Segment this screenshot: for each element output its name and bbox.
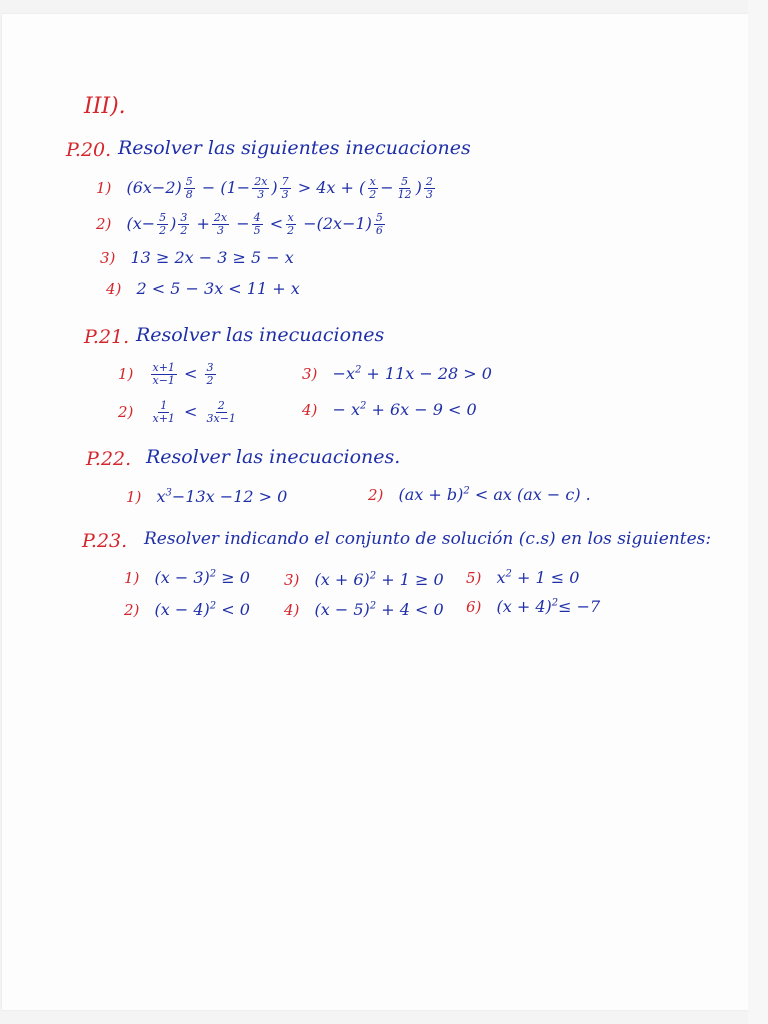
p21-item-2 [118, 400, 240, 424]
item-number: 3) [302, 365, 318, 383]
item-number: 2) [118, 402, 134, 421]
expression: − $x^2 + 6x - 9 < 0$ [332, 400, 477, 419]
paper-sheet [2, 14, 748, 1010]
p21-item-3 [302, 364, 492, 383]
p20-item-4 [106, 279, 300, 298]
item-number: 2) [96, 214, 112, 233]
item-number: 4) [284, 601, 300, 619]
expression: $\frac{1}{x+1}$ < $\frac{2}{3x-1}$ [152, 399, 236, 425]
p21-label: P.21. [84, 326, 130, 348]
item-number: 5) [466, 569, 482, 587]
expression: 2 < 5 − 3x < 11 + x [136, 279, 300, 298]
expression: $x^2 + 1 \le 0$ [496, 568, 580, 587]
p23-title: Resolver indicando el conjunto de solución (c.s) en los siguientes: [144, 529, 712, 549]
item-number: 4) [106, 280, 122, 298]
p20-item-2 [96, 212, 387, 236]
item-number: 2) [368, 486, 384, 504]
p20-title: Resolver las siguientes inecuaciones [118, 137, 471, 159]
p20-item-1 [96, 176, 437, 200]
expression: $(x + 6)^2 + 1 \ge 0$ [314, 570, 444, 589]
scan-edge [748, 0, 768, 1024]
p22-item-2 [368, 485, 591, 504]
expression: $\frac{x+1}{x-1}$ < $\frac{3}{2}$ [152, 361, 214, 387]
section-heading: III). [84, 94, 126, 119]
expression: $x^3-13x -12 > 0$ [156, 487, 288, 506]
item-number: 3) [284, 571, 300, 589]
expression: 13 ≥ 2x − 3 ≥ 5 − x [130, 248, 294, 267]
item-number: 6) [466, 598, 482, 616]
expression: $-x^2 + 11x - 28 > 0$ [332, 364, 492, 383]
p23-label: P.23. [82, 530, 128, 552]
item-number: 1) [118, 364, 134, 383]
p23-item-4 [284, 600, 444, 619]
expression: $(x - 5)^2 + 4 < 0$ [314, 600, 444, 619]
p23-item-6 [466, 597, 600, 616]
p22-item-1 [126, 487, 287, 506]
item-number: 1) [124, 569, 140, 587]
p22-title: Resolver las inecuaciones. [146, 446, 401, 468]
expression: (6x−2) $\frac{5}{8}$ − (1− $\frac{2x}{3}$ ) $\frac{7}{3}$ > 4x + ( $\frac{x}{2}$ − $\frac{5}{12}$ ) $\frac{2}{3}$ [126, 175, 433, 201]
item-number: 1) [96, 178, 112, 197]
p22-label: P.22. [86, 448, 132, 470]
p20-item-3 [100, 248, 294, 267]
item-number: 1) [126, 488, 142, 506]
item-number: 3) [100, 249, 116, 267]
p23-item-2 [124, 600, 250, 619]
expression: (x− $\frac{5}{2}$ ) $\frac{3}{2}$ + $\frac{2x}{3}$ − $\frac{4}{5}$ < $\frac{x}{2}$ −(2x−1) $\frac{5}{6}$ [126, 211, 383, 237]
p21-title: Resolver las inecuaciones [136, 324, 385, 346]
item-number: 4) [302, 401, 318, 419]
p20-label: P.20. [66, 139, 112, 161]
p23-item-1 [124, 568, 250, 587]
expression: $(x - 3)^2 \ge 0$ [154, 568, 250, 587]
p21-item-1 [118, 362, 218, 386]
expression: $(x - 4)^2 < 0$ [154, 600, 250, 619]
expression: $(x + 4)^2\le -7$ [496, 597, 601, 616]
p23-item-5 [466, 568, 579, 587]
item-number: 2) [124, 601, 140, 619]
p23-item-3 [284, 570, 444, 589]
p21-item-4 [302, 400, 477, 419]
expression: (ax + b)$^2$ < ax (ax − c) . [398, 485, 591, 504]
